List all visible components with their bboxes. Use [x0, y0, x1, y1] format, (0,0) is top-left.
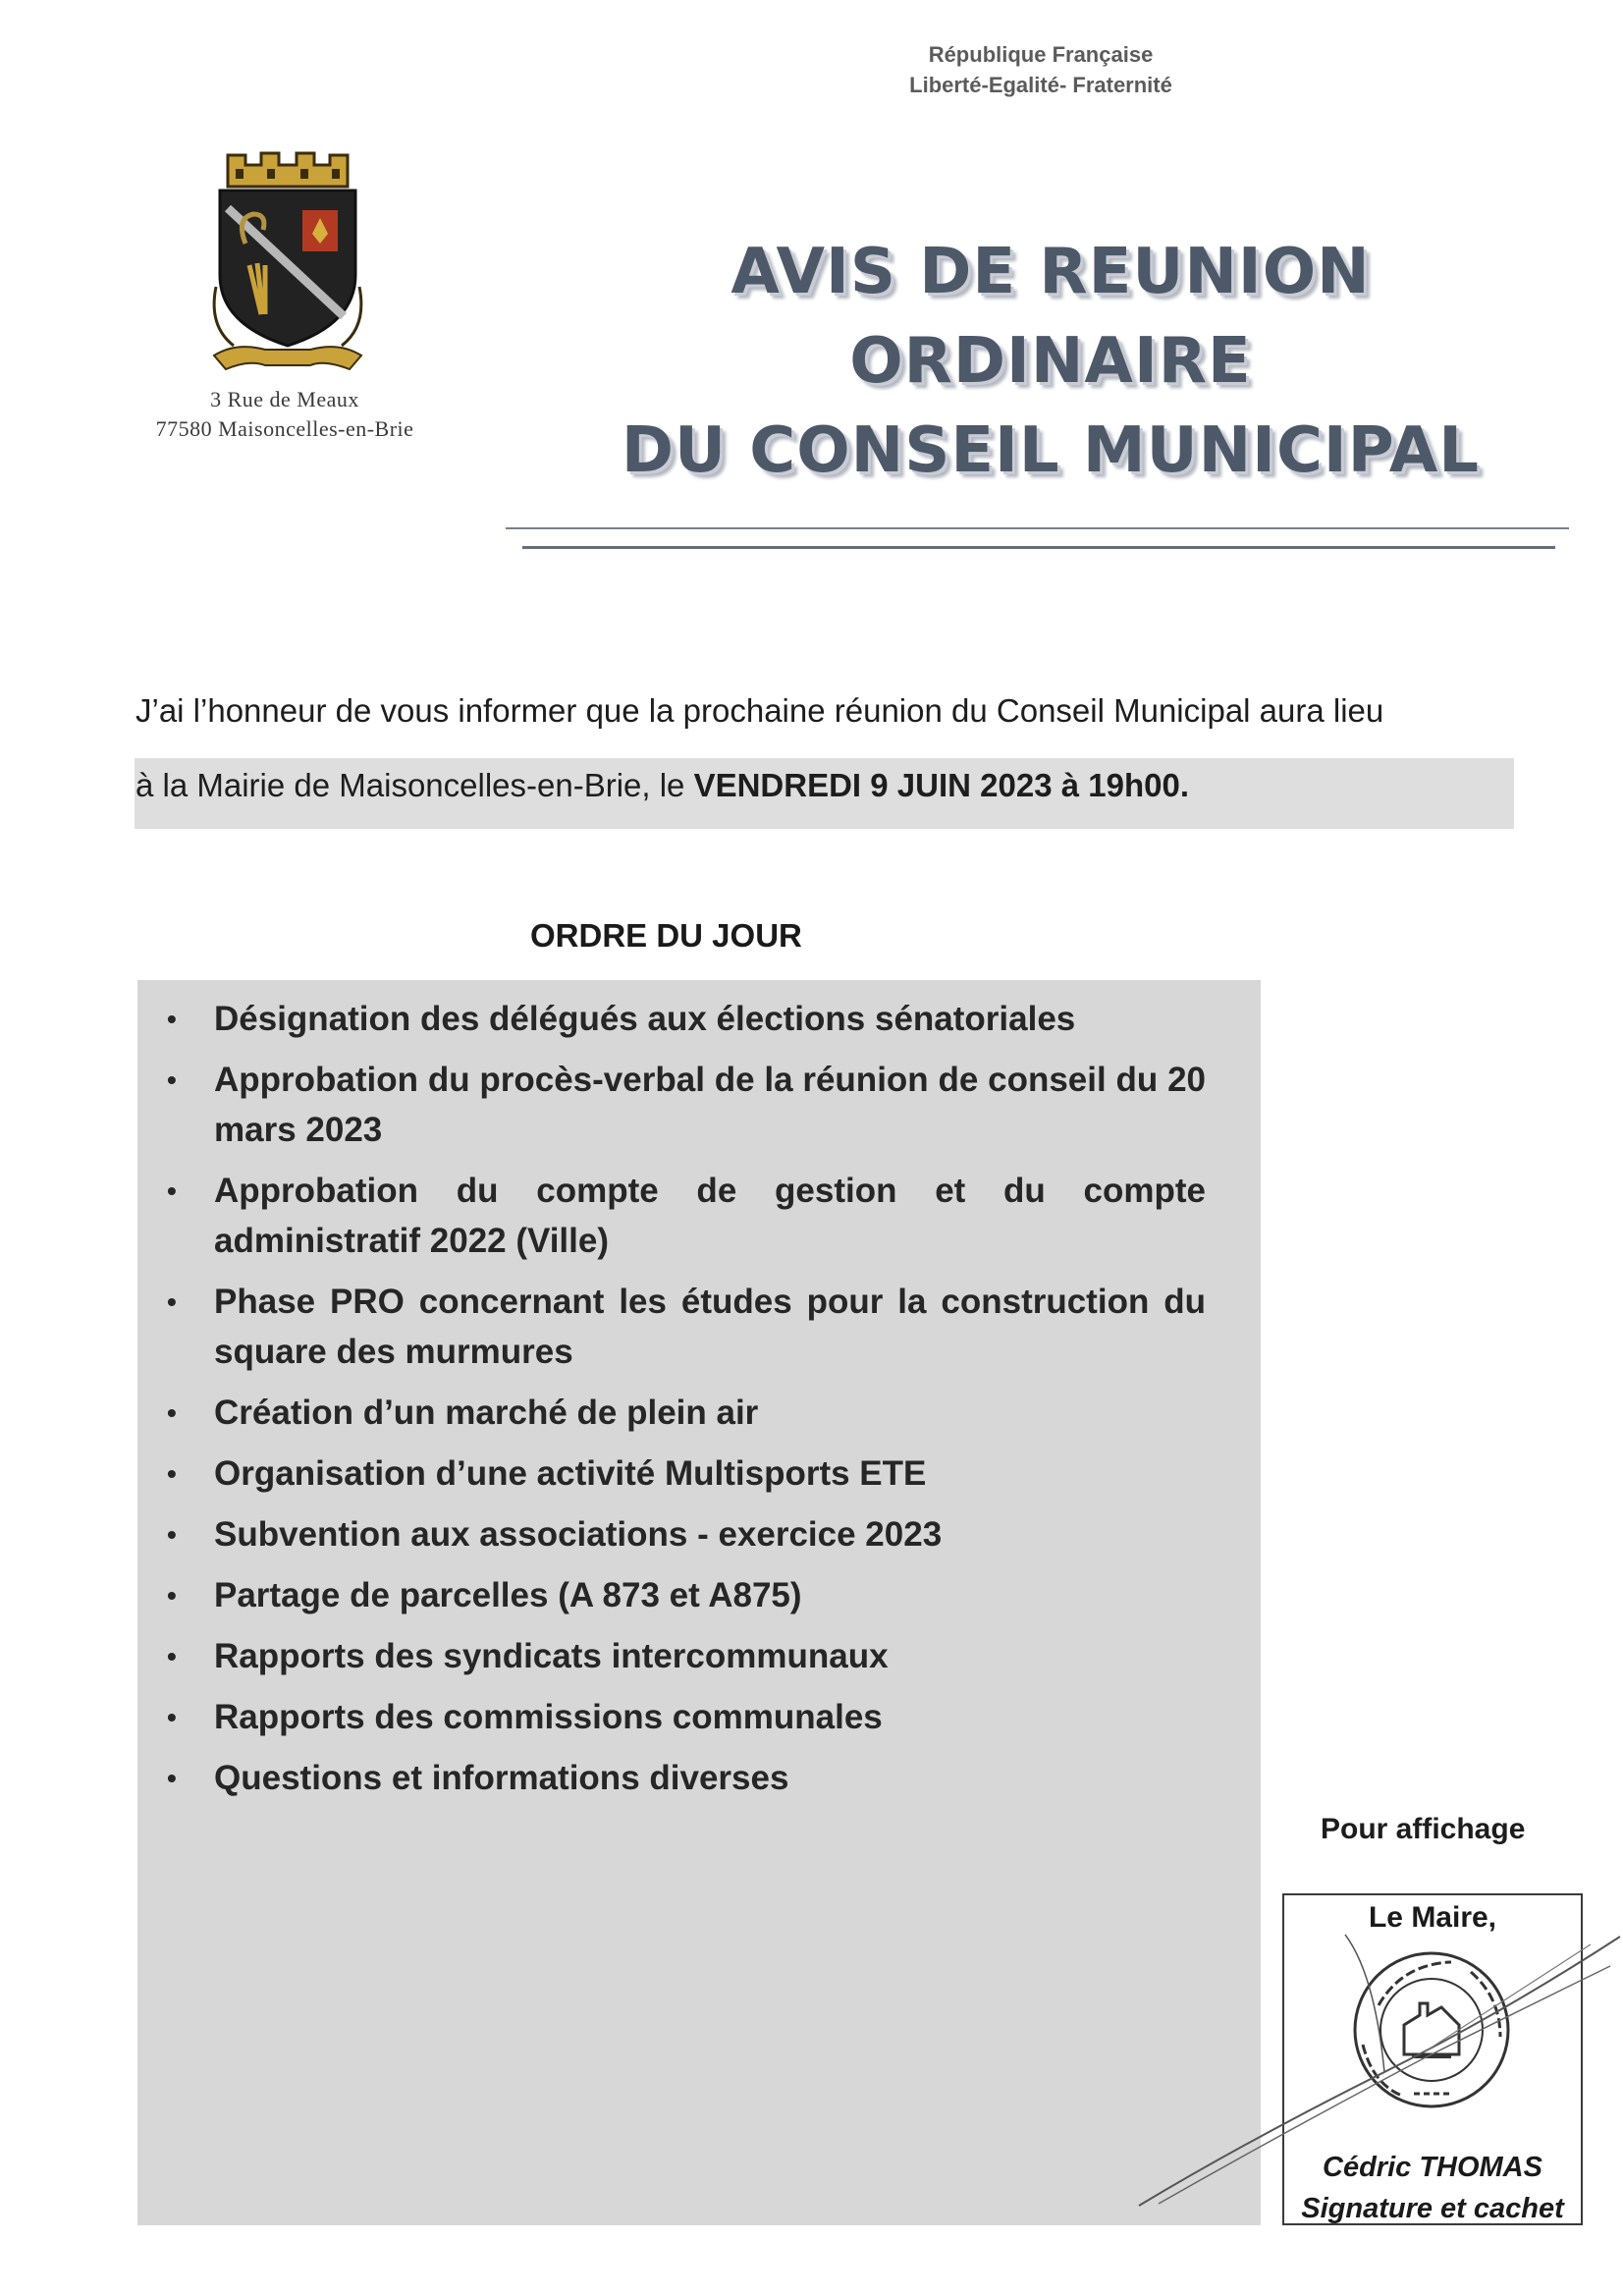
agenda-item-text: Désignation des délégués aux élections sénatoriales [214, 1000, 1076, 1038]
agenda-item [165, 1631, 1206, 1681]
intro-location: à la Mairie de Maisoncelles-en-Brie, le [135, 767, 694, 803]
agenda-item-text: Rapports des syndicats intercommunaux [214, 1637, 889, 1675]
agenda-item [165, 1692, 1206, 1742]
agenda-item [165, 1277, 1206, 1377]
agenda-item-text: Subvention aux associations - exercice 2023 [214, 1515, 943, 1554]
agenda-item-text: Partage de parcelles (A 873 et A875) [214, 1576, 802, 1614]
bullet-icon: • [167, 1458, 177, 1489]
bullet-icon: • [167, 1175, 177, 1206]
republic-header [884, 39, 1198, 100]
agenda-item [165, 1570, 1206, 1620]
bullet-icon: • [167, 1519, 177, 1550]
bullet-icon: • [167, 1065, 177, 1095]
municipal-coat-of-arms-icon [206, 149, 368, 380]
meeting-date: VENDREDI 9 JUIN 2023 à 19h00. [693, 767, 1189, 803]
agenda-item-text: Phase PRO concernant les études pour la construction du square des murmures [214, 1283, 1206, 1371]
agenda-item-text: Approbation du compte de gestion et du compte administratif 2022 (Ville) [214, 1172, 1206, 1260]
agenda-item-text: Rapports des commissions communales [214, 1698, 883, 1736]
title-divider-bottom [522, 546, 1555, 549]
bullet-icon: • [167, 1004, 177, 1034]
agenda-item-text: Approbation du procès-verbal de la réunion de conseil du 20 mars 2023 [214, 1061, 1206, 1149]
bullet-icon: • [167, 1641, 177, 1671]
town-hall-address [118, 385, 452, 444]
posting-note: Pour affichage [1321, 1813, 1526, 1845]
agenda-item [165, 1388, 1206, 1438]
address-city: 77580 Maisoncelles-en-Brie [155, 416, 414, 441]
agenda-item-text: Création d’un marché de plein air [214, 1394, 759, 1432]
agenda-item [165, 1753, 1206, 1803]
address-street: 3 Rue de Meaux [210, 387, 359, 411]
title-line-1: AVIS DE REUNION [730, 236, 1371, 308]
intro-line-1: J’ai l’honneur de vous informer que la prochaine réunion du Conseil Municipal aura lieu [135, 692, 1384, 729]
mayor-label: Le Maire, [1368, 1901, 1497, 1934]
agenda-item-text: Organisation d’une activité Multisports ETE [214, 1454, 927, 1493]
agenda-item [165, 1449, 1206, 1499]
title-divider-top [506, 527, 1569, 529]
bullet-icon: • [167, 1397, 177, 1428]
bullet-icon: • [167, 1763, 177, 1793]
title-line-2: ORDINAIRE [849, 325, 1252, 398]
signature-caption: Signature et cachet [1301, 2193, 1564, 2224]
agenda-item [165, 1166, 1206, 1266]
agenda-item-text: Questions et informations diverses [214, 1759, 789, 1797]
motto-line: Liberté-Egalité- Fraternité [909, 73, 1172, 97]
intro-line-2 [135, 764, 1510, 807]
agenda-item [165, 994, 1206, 1044]
bullet-icon: • [167, 1286, 177, 1317]
mayor-name: Cédric THOMAS [1323, 2152, 1542, 2183]
document-title [550, 228, 1551, 496]
signatory [1282, 2147, 1583, 2229]
bullet-icon: • [167, 1702, 177, 1732]
agenda-item [165, 1055, 1206, 1155]
bullet-icon: • [167, 1580, 177, 1611]
agenda-title: ORDRE DU JOUR [530, 917, 802, 954]
title-line-3: DU CONSEIL MUNICIPAL [621, 414, 1481, 487]
republic-line: République Française [928, 42, 1154, 67]
agenda-item [165, 1509, 1206, 1559]
agenda-list [165, 994, 1206, 1814]
